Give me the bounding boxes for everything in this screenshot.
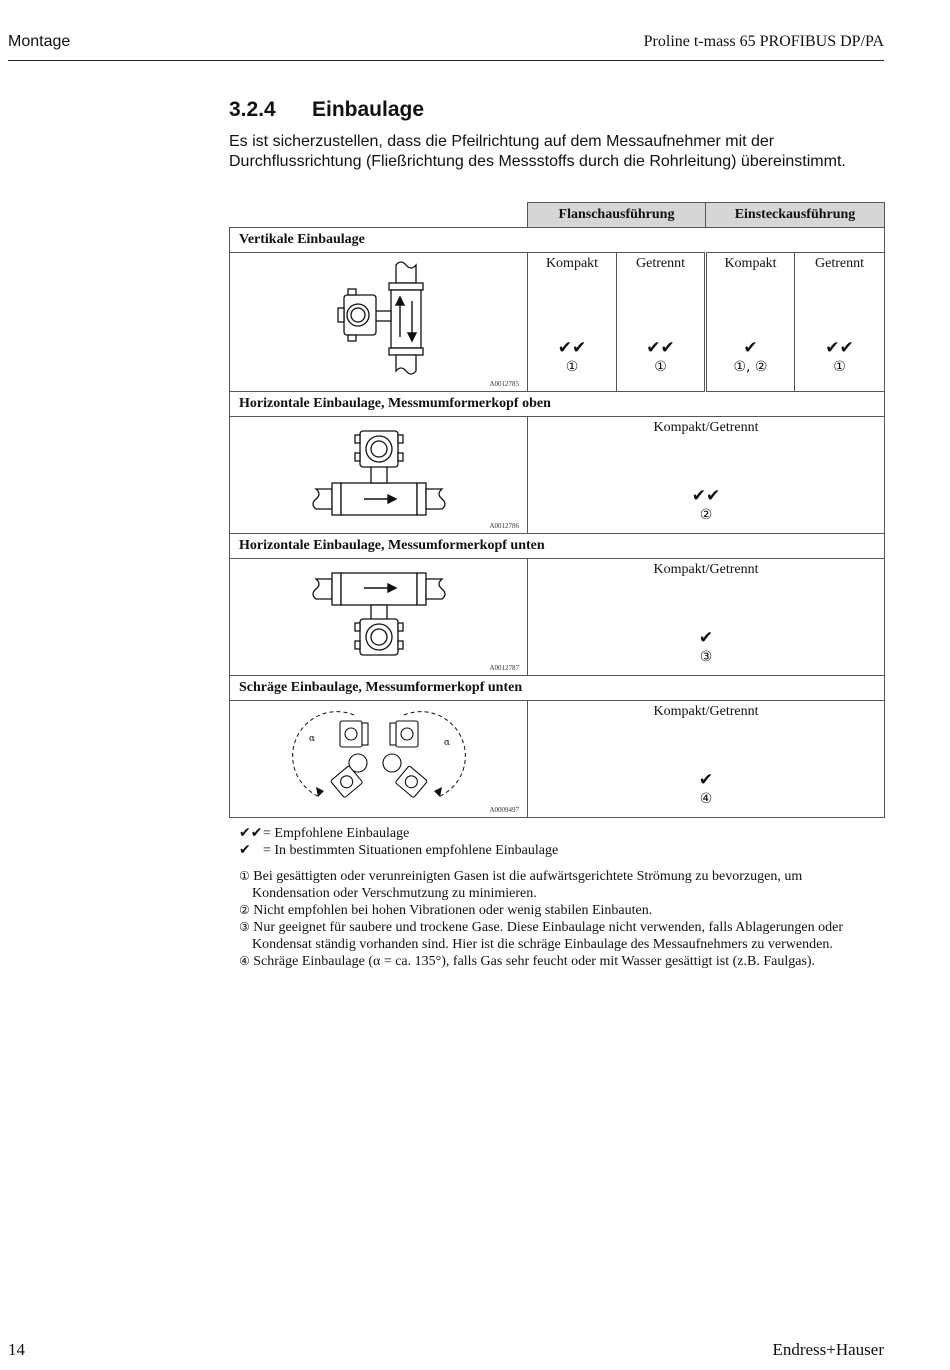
footnote — [239, 919, 879, 953]
cell-vertikal-flansch-getrennt — [617, 253, 706, 392]
footnote-text: Nicht empfohlen bei hohen Vibrationen oder wenig stabilen Einbauten. — [253, 903, 653, 918]
figure-code-horiz-oben: A0012786 — [489, 522, 519, 530]
figure-horiz-oben — [230, 417, 528, 534]
legend-symbol: ✔ — [239, 842, 251, 858]
legend-symbol: ✔✔ — [239, 825, 263, 841]
footnote — [239, 902, 879, 919]
note-ref: ① — [833, 359, 846, 375]
footnote-marker: ① — [239, 869, 250, 883]
note-ref: ④ — [699, 791, 713, 807]
row-title-schraeg: Schräge Einbaulage, Messumformerkopf unten — [230, 676, 885, 701]
row-title-horiz-oben: Horizontale Einbaulage, Messmumformerkopf oben — [230, 392, 885, 417]
figure-code-horiz-unten: A0012787 — [489, 664, 519, 672]
footnote — [239, 953, 879, 970]
check-mark: ✔✔ — [825, 338, 854, 358]
inclined-meter-illustration — [230, 701, 528, 817]
running-header-chapter: Montage — [8, 33, 71, 50]
installation-table — [229, 202, 885, 818]
header-flanschausfuehrung: Flanschausführung — [528, 203, 706, 228]
cell-vertikal-einsteck-getrennt — [795, 253, 885, 392]
footer-brand: Endress+Hauser — [772, 1340, 884, 1359]
footnote-text: Bei gesättigten oder verunreinigten Gasen ist die aufwärtsgerichtete Strömung zu bevorzugen, um Kondensation oder Verschmutzung zu minimieren. — [252, 869, 803, 901]
note-ref: ③ — [699, 649, 713, 665]
cell-label: Kompakt — [545, 256, 599, 271]
cell-vertikal-flansch-kompakt — [528, 253, 617, 392]
angle-label-right: α — [444, 738, 451, 748]
cell-label: Kompakt/Getrennt — [653, 704, 759, 719]
figure-code-vertikal: A0012785 — [489, 380, 519, 388]
note-ref: ② — [699, 507, 713, 523]
footnote — [239, 868, 879, 902]
legend — [239, 825, 558, 859]
check-mark: ✔ — [743, 338, 758, 358]
figure-vertikal — [230, 253, 528, 392]
figure-code-schraeg: A0009497 — [489, 806, 519, 814]
note-ref: ①, ② — [733, 359, 768, 375]
figure-schraeg — [230, 701, 528, 818]
cell-label: Getrennt — [636, 256, 685, 271]
section-number: 3.2.4 — [229, 98, 276, 121]
section-heading — [229, 98, 424, 122]
header-rule — [8, 60, 884, 61]
check-mark: ✔✔ — [646, 338, 675, 358]
section-intro: Es ist sicherzustellen, dass die Pfeilrichtung auf dem Messaufnehmer mit der Durchflussrichtung (Fließrichtung des Messstoffs durch die Rohrleitung) übereinstimmt. — [229, 133, 846, 170]
cell-horiz-unten — [528, 559, 885, 676]
footnotes — [239, 868, 879, 970]
cell-schraeg — [528, 701, 885, 818]
check-mark: ✔✔ — [557, 338, 587, 358]
legend-text: = Empfohlene Einbaulage — [263, 826, 410, 841]
cell-horiz-oben — [528, 417, 885, 534]
horizontal-meter-bottom-illustration — [230, 559, 528, 675]
check-mark: ✔ — [698, 770, 714, 790]
check-mark: ✔ — [698, 628, 714, 648]
check-mark: ✔✔ — [691, 486, 721, 506]
cell-label: Kompakt/Getrennt — [653, 562, 759, 577]
cell-label: Kompakt — [724, 256, 777, 271]
cell-vertikal-einsteck-kompakt — [706, 253, 795, 392]
row-title-horiz-unten: Horizontale Einbaulage, Messumformerkopf unten — [230, 534, 885, 559]
footnote-marker: ③ — [239, 920, 250, 934]
note-ref: ① — [565, 359, 579, 375]
footnote-text: Nur geeignet für saubere und trockene Gase. Diese Einbaulage nicht verwenden, falls Ablagerungen oder Kondensat ständig vorhanden sind. Hier ist die schräge Einbaulage des Messaufnehmers zu verwenden. — [252, 920, 843, 952]
header-einsteckausfuehrung: Einsteckausführung — [706, 203, 885, 228]
section-title: Einbaulage — [312, 98, 425, 121]
page-number: 14 — [8, 1340, 25, 1359]
legend-item — [239, 842, 558, 859]
running-header-product: Proline t-mass 65 PROFIBUS DP/PA — [643, 33, 884, 50]
figure-horiz-unten — [230, 559, 528, 676]
table-corner — [230, 203, 528, 228]
legend-item — [239, 825, 558, 842]
footnote-text: Schräge Einbaulage (α = ca. 135°), falls Gas sehr feucht oder mit Wasser gesättigt ist (z.B. Faulgas). — [253, 954, 816, 969]
footnote-marker: ④ — [239, 954, 250, 968]
legend-text: = In bestimmten Situationen empfohlene Einbaulage — [263, 843, 559, 858]
vertical-meter-illustration — [230, 253, 528, 391]
horizontal-meter-top-illustration — [230, 417, 528, 533]
footnote-marker: ② — [239, 903, 250, 917]
note-ref: ① — [654, 359, 667, 375]
row-title-vertikal: Vertikale Einbaulage — [230, 228, 885, 253]
angle-label-left: α — [309, 734, 316, 744]
cell-label: Getrennt — [815, 256, 864, 271]
cell-label: Kompakt/Getrennt — [653, 420, 759, 435]
